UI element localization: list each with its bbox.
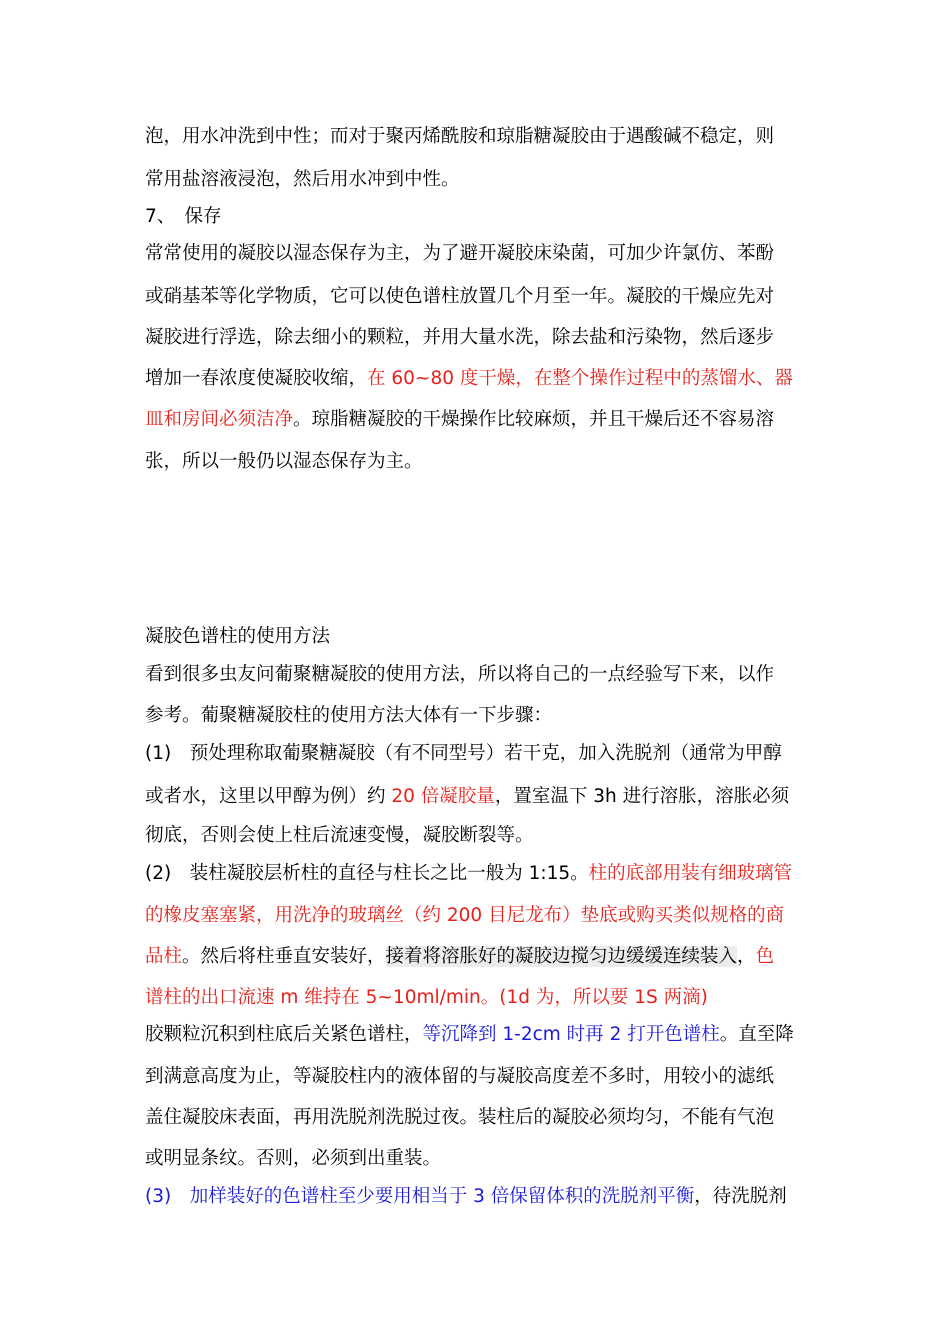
- step-number: (3): [145, 1186, 190, 1207]
- text-run: ，: [737, 946, 756, 967]
- step-1-line: 彻底，否则会使上柱后流速变慢，凝胶断裂等。: [145, 825, 534, 846]
- paragraph-line: 张，所以一般仍以湿态保存为主。: [145, 451, 423, 472]
- emphasis-blue: 等沉降到 1-2cm 时再 2 打开色谱柱: [422, 1024, 720, 1045]
- emphasis-red: 20 倍凝胶量: [391, 786, 495, 807]
- paragraph-line: 凝胶进行浮选，除去细小的颗粒，并用大量水洗，除去盐和污染物，然后逐步: [145, 327, 775, 348]
- text-run: 胶颗粒沉积到柱底后关紧色谱柱，: [145, 1024, 423, 1045]
- paragraph-line: 常用盐溶液浸泡，然后用水冲到中性。: [145, 169, 460, 190]
- emphasis-red: 品柱: [145, 946, 183, 967]
- step-2-line: [145, 945, 774, 969]
- step-1-line: [145, 785, 789, 809]
- paragraph-line: 看到很多虫友问葡聚糖凝胶的使用方法，所以将自己的一点经验写下来，以作: [145, 664, 775, 685]
- step-2-line: 的橡皮塞塞紧，用洗净的玻璃丝（约 200 目尼龙布）垫底或购买类似规格的商: [145, 905, 785, 926]
- text-run: 。琼脂糖凝胶的干燥操作比较麻烦，并且干燥后还不容易溶: [293, 409, 775, 430]
- emphasis-red: 皿和房间必须洁净: [145, 409, 294, 430]
- step-2-line: 或明显条纹。否则，必须到出重装。: [145, 1148, 442, 1169]
- text-run: ，待洗脱剂: [694, 1186, 787, 1207]
- text-run: 增加一春浓度使凝胶收缩，: [145, 368, 368, 389]
- text-run: (2) 装柱凝胶层析柱的直径与柱长之比一般为 1:15。: [145, 863, 589, 884]
- emphasis-red: 色: [755, 946, 775, 967]
- text-run: 。然后将柱垂直安装好，: [182, 946, 386, 967]
- text-run: 。直至降: [719, 1024, 794, 1045]
- text-run: 或者水，这里以甲醇为例）约: [145, 786, 392, 807]
- step-2-line: 谱柱的出口流速 m 维持在 5~10ml/min。(1d 为，所以要 1S 两滴): [145, 987, 708, 1008]
- step-2-line: 到满意高度为止，等凝胶柱内的液体留的与凝胶高度差不多时，用较小的滤纸: [145, 1066, 775, 1087]
- step-3-line: [145, 1185, 787, 1209]
- paragraph-line: 参考。葡聚糖凝胶柱的使用方法大体有一下步骤：: [145, 705, 553, 726]
- step-2-line: [145, 1023, 794, 1047]
- emphasis-red: 在 60~80 度干燥，在整个操作过程中的蒸馏水、器: [367, 368, 793, 389]
- section-heading-storage: 7、 保存: [145, 206, 222, 227]
- paragraph-line: 常常使用的凝胶以湿态保存为主，为了避开凝胶床染菌，可加少许氯仿、苯酚: [145, 243, 775, 264]
- paragraph-line: 泡，用水冲洗到中性；而对于聚丙烯酰胺和琼脂糖凝胶由于遇酸碱不稳定，则: [145, 126, 775, 147]
- section-title-usage: 凝胶色谱柱的使用方法: [145, 626, 331, 647]
- text-run: ，置室温下 3h 进行溶胀，溶胀必须: [494, 786, 790, 807]
- step-2-line: 盖住凝胶床表面，再用洗脱剂洗脱过夜。装柱后的凝胶必须均匀，不能有气泡: [145, 1107, 775, 1128]
- paragraph-line: [145, 408, 774, 432]
- emphasis-red: 柱的底部用装有细玻璃管: [588, 863, 793, 884]
- paragraph-line: 或硝基苯等化学物质，它可以使色谱柱放置几个月至一年。凝胶的干燥应先对: [145, 286, 775, 307]
- emphasis-blue: 加样装好的色谱柱至少要用相当于 3 倍保留体积的洗脱剂平衡: [189, 1186, 695, 1207]
- step-2-line: [145, 862, 792, 886]
- step-1-line: (1) 预处理称取葡聚糖凝胶（有不同型号）若干克，加入洗脱剂（通常为甲醇: [145, 743, 782, 764]
- highlighted-text: 接着将溶胀好的凝胶边搅匀边缓缓连续装入: [385, 946, 738, 967]
- paragraph-line: [145, 367, 793, 391]
